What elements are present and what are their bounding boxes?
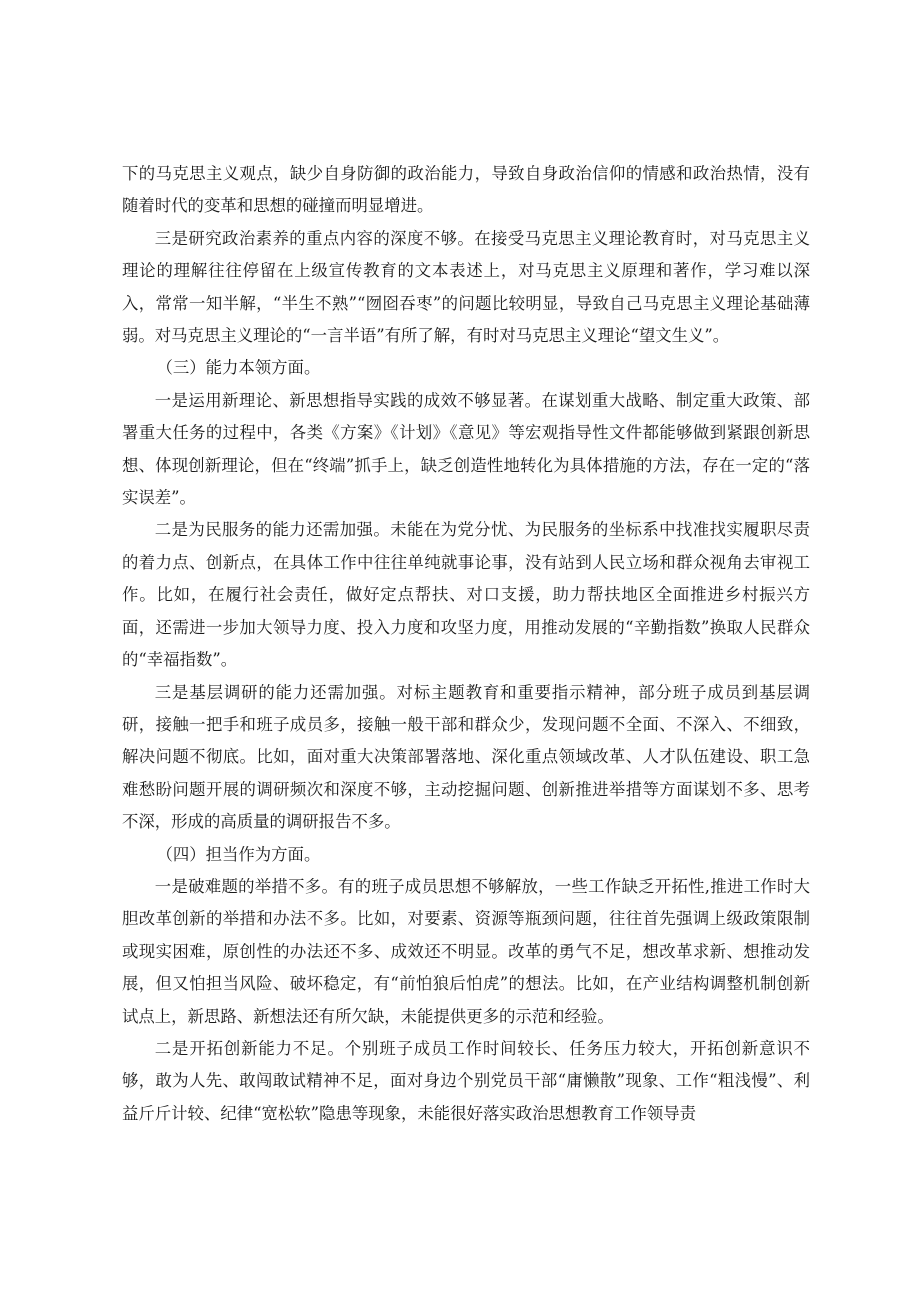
paragraph-theory-practice: 一是运用新理论、新思想指导实践的成效不够显著。在谋划重大战略、制定重大政策、部署重大任务的过程中，各类《方案》《计划》《意见》等宏观指导性文件都能够做到紧跟创新思想、体现创新理论，但在“终端”抓手上，缺乏创造性地转化为具体措施的方法，存在一定的“落实误差”。 xyxy=(122,390,810,508)
paragraph-serve-people: 二是为民服务的能力还需加强。未能在为党分忧、为民服务的坐标系中找准找实履职尽责的着力点、创新点，在具体工作中往往单纯就事论事，没有站到人民立场和群众视角去审视工作。比如，在履行社会责任，做好定点帮扶、对口支援，助力帮扶地区全面推进乡村振兴方面，还需进一步加大领导力度、投入力度和攻坚力度，用推动发展的“辛勤指数”换取人民群众的“幸福指数”。 xyxy=(122,520,810,670)
section-heading-ability: （三）能力本领方面。 xyxy=(156,358,321,378)
paragraph-innovation: 二是开拓创新能力不足。个别班子成员工作时间较长、任务压力较大，开拓创新意识不够，敢为人先、敢闯敢试精神不足，面对身边个别党员干部“庸懒散”现象、工作“粗浅慢”、利益斤斤计较、纪律“宽松软”隐患等现象，未能很好落实政治思想教育工作领导责 xyxy=(122,1038,810,1123)
section-heading-responsibility: （四）担当作为方面。 xyxy=(156,844,321,864)
paragraph-grassroots-research: 三是基层调研的能力还需加强。对标主题教育和重要指示精神，部分班子成员到基层调研，接触一把手和班子成员多，接触一般干部和群众少，发现问题不全面、不深入、不细致，解决问题不彻底。比如，面对重大决策部署落地、深化重点领域改革、人才队伍建设、职工急难愁盼问题开展的调研频次和深度不够，主动挖掘问题、创新推进举措等方面谋划不多、思考不深，形成的高质量的调研报告不多。 xyxy=(122,682,810,832)
paragraph-continued: 下的马克思主义观点，缺少自身防御的政治能力，导致自身政治信仰的情感和政治热情，没有随着时代的变革和思想的碰撞而明显增进。 xyxy=(122,164,810,216)
paragraph-solving-problems: 一是破难题的举措不多。有的班子成员思想不够解放，一些工作缺乏开拓性,推进工作时大胆改革创新的举措和办法不多。比如，对要素、资源等瓶颈问题，往往首先强调上级政策限制或现实困难，原创性的办法还不多、成效还不明显。改革的勇气不足，想改革求新、想推动发展，但又怕担当风险、破坏稳定，有“前怕狼后怕虎”的想法。比如，在产业结构调整机制创新试点上，新思路、新想法还有所欠缺，未能提供更多的示范和经验。 xyxy=(122,876,810,1026)
document-body xyxy=(122,158,810,1130)
paragraph-political-study-depth: 三是研究政治素养的重点内容的深度不够。在接受马克思主义理论教育时，对马克思主义理论的理解往往停留在上级宣传教育的文本表述上，对马克思主义原理和著作，学习难以深入，常常一知半解，“半生不熟”“囫囵吞枣”的问题比较明显，导致自己马克思主义理论基础薄弱。对马克思主义理论的“一言半语”有所了解，有时对马克思主义理论“望文生义”。 xyxy=(122,228,810,346)
